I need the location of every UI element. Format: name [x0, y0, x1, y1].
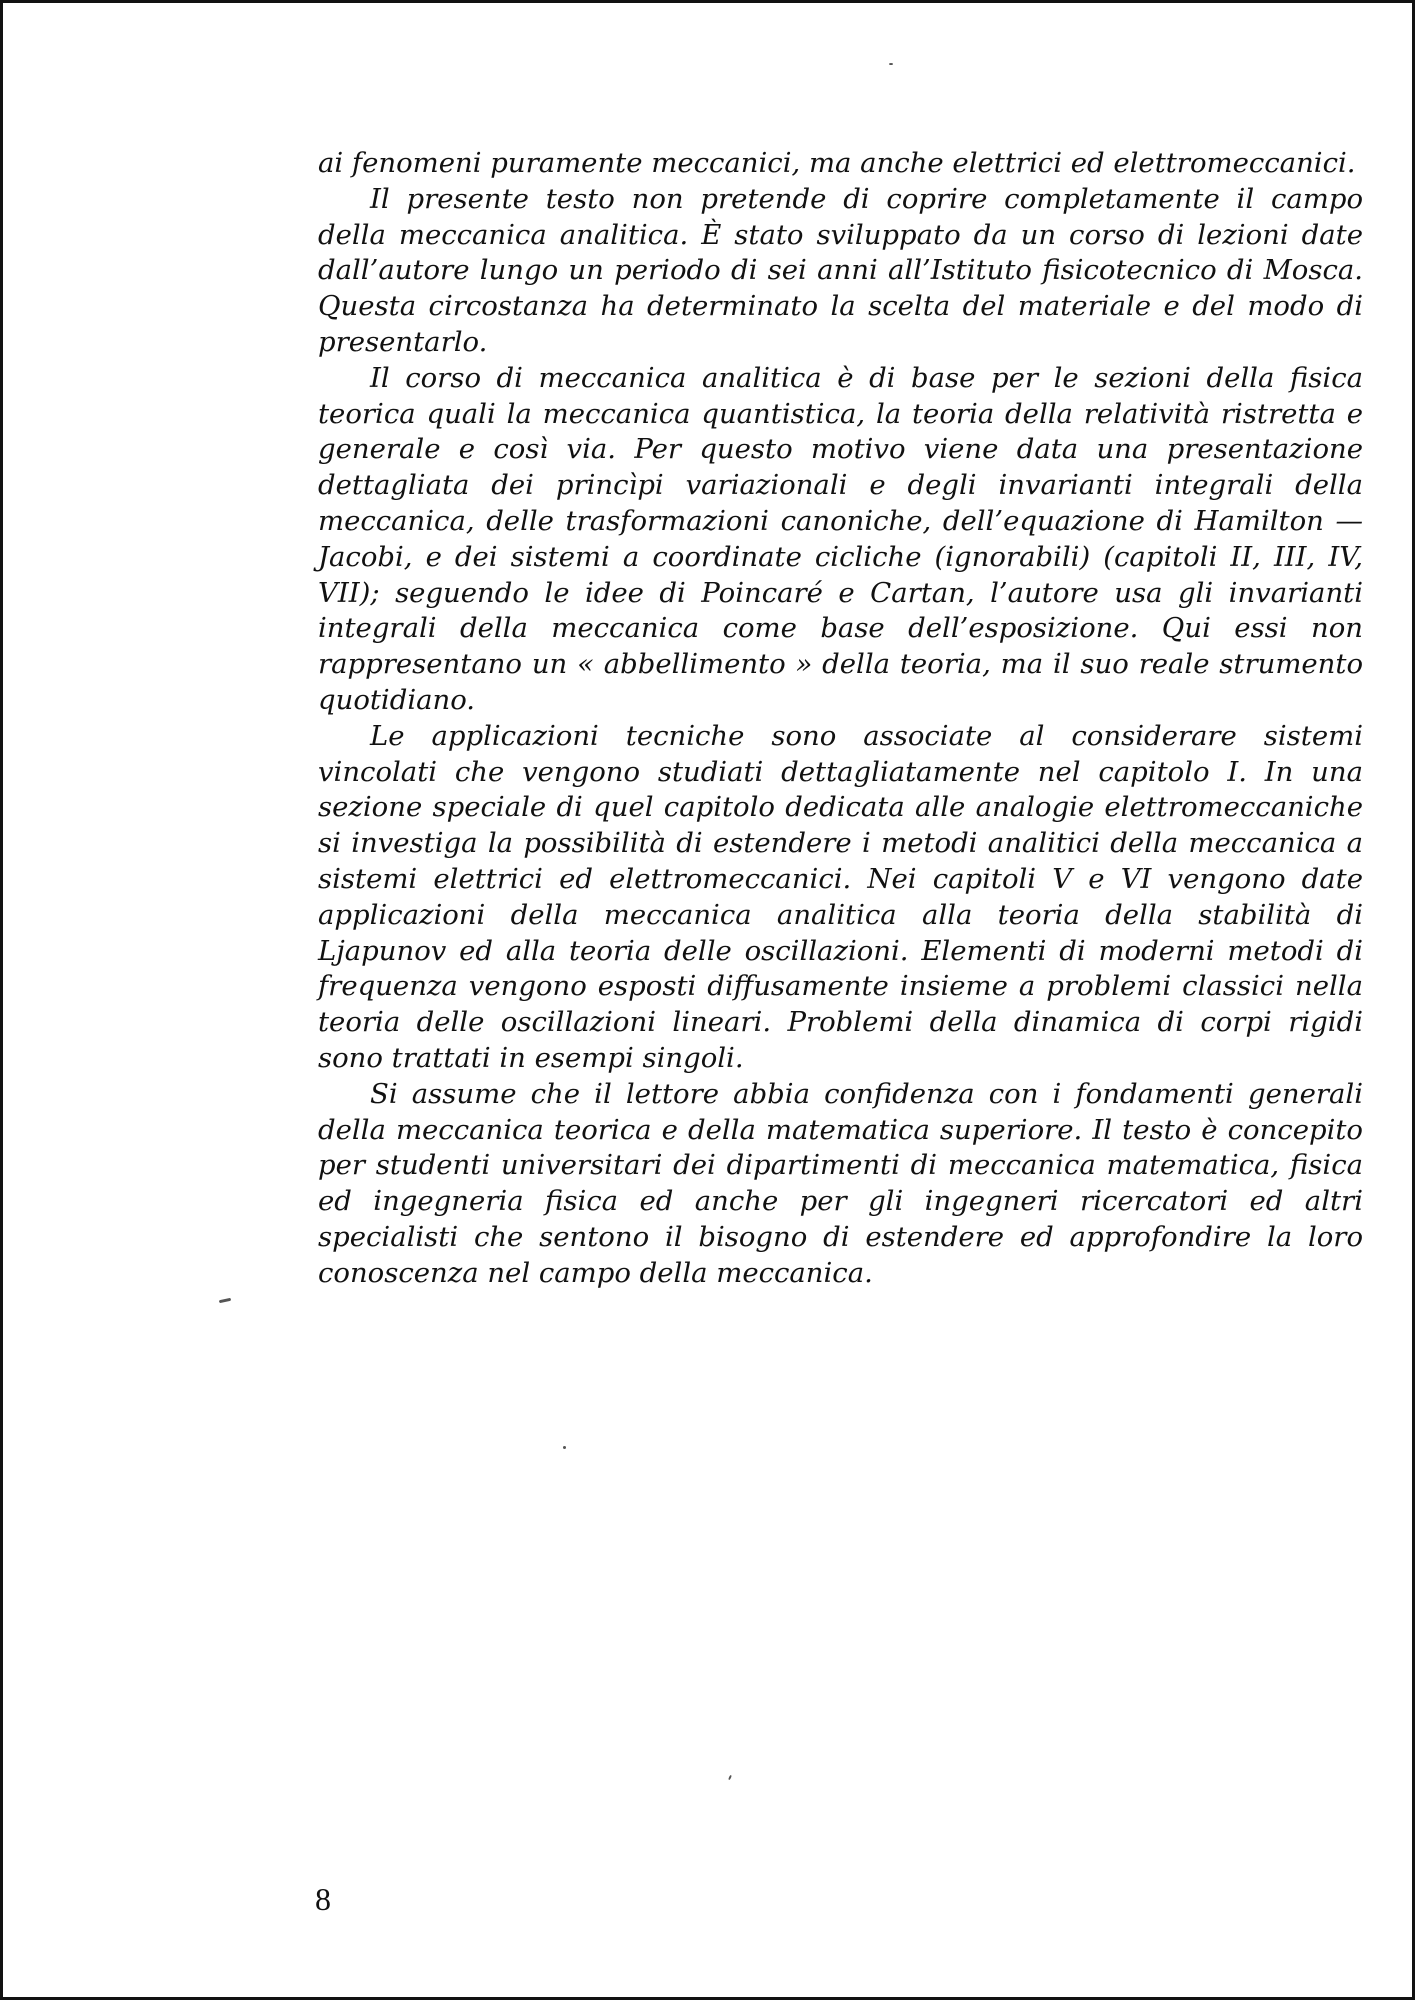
paragraph-2: Il presente testo non pretende di coprire completamente il campo della meccanica analitica. È stato sviluppato da un corso di lezioni date dall’autore lungo un periodo di sei anni all’Istituto fisicotecnico di Mosca. Questa circostanza ha determinato la scelta del materiale e del modo di presentarlo.: [318, 182, 1363, 358]
scan-speck: [563, 1446, 566, 1449]
paragraph-4: Le applicazioni tecniche sono associate al considerare sistemi vincolati che vengono studiati dettagliatamente nel capitolo I. In una sezione speciale di quel capitolo dedicata alle analogie elettromeccaniche si investiga la possibilità di estendere i metodi analitici della meccanica a sistemi elettrici ed elettromeccanici. Nei capitoli V e VI vengono date applicazioni della meccanica analitica alla teoria della stabilità di Ljapunov ed alla teoria delle oscillazioni. Elementi di moderni metodi di frequenza vengono esposti diffusamente insieme a problemi classici nella teoria delle oscillazioni lineari. Problemi della dinamica di corpi rigidi sono trattati in esempi singoli.: [318, 719, 1363, 1074]
scan-speck: [889, 63, 893, 65]
paragraph-1: ai fenomeni puramente meccanici, ma anche elettrici ed elettromeccanici.: [318, 147, 1356, 179]
paragraph-3: Il corso di meccanica analitica è di base per le sezioni della fisica teorica quali la meccanica quantistica, la teoria della relatività ristretta e generale e così via. Per questo motivo viene data una presentazione dettagliata dei princìpi variazionali e degli invarianti integrali della meccanica, delle trasformazioni canoniche, dell’equazione di Hamilton — Jacobi, e dei sistemi a coordinate cicliche (ignorabili) (capitoli II, III, IV, VII); seguendo le idee di Poincaré e Cartan, l’autore usa gli invarianti integrali della meccanica come base dell’esposizione. Qui essi non rappresentano un « abbellimento » della teoria, ma il suo reale strumento quotidiano.: [318, 361, 1363, 716]
scan-speck: [728, 1775, 732, 1780]
scan-speck: [219, 1298, 231, 1303]
paragraph-5: Si assume che il lettore abbia confidenza con i fondamenti generali della meccanica teorica e della matematica superiore. Il testo è concepito per studenti universitari dei dipartimenti di meccanica matematica, fisica ed ingegneria fisica ed anche per gli ingegneri ricercatori ed altri specialisti che sentono il bisogno di estendere ed approfondire la loro conoscenza nel campo della meccanica.: [318, 1077, 1363, 1289]
page-number: 8: [315, 1881, 331, 1917]
body-text: [318, 146, 1363, 1292]
